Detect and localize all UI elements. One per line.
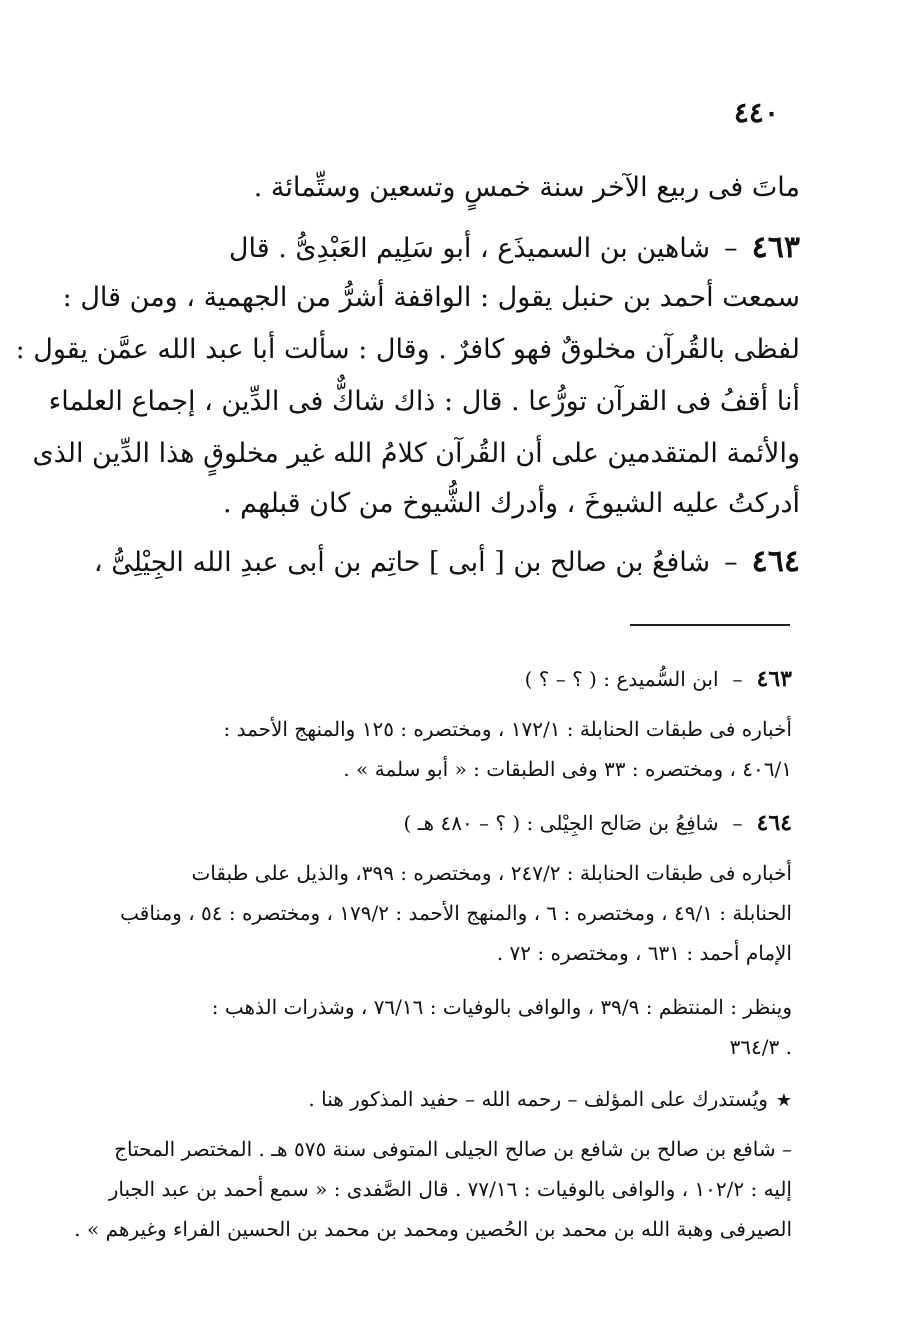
footnote-464-title: شافِعُ بن صَالح الجِيْلى : ( ؟ – ٤٨٠ هـ ) — [403, 811, 719, 835]
footnote-464-number: ٤٦٤ — [756, 810, 792, 836]
footnote-464-see-line: وينظر : المنتظم : ٣٩/٩ ، والوافى بالوفيات : ٧٦/١٦ ، وشذرات الذهب : — [211, 995, 792, 1019]
entry-463-line: أنا أقفُ فى القرآن تورُّعا . قال : ذاك شاكٌّ فى الدِّين ، إجماع العلماء — [48, 386, 800, 417]
entry-463-heading: شاهين بن السميذَع ، أبو سَلِيم العَبْدِىُّ . قال — [228, 233, 711, 264]
entry-463-line: والأئمة المتقدمين على أن القُرآن كلامُ الله غير مخلوقٍ هذا الدِّين الذى — [32, 438, 800, 469]
addendum-note: ويُستدرك على المؤلف – رحمه الله – حفيد المذكور هنا . — [308, 1087, 768, 1111]
entry-463-heading-line — [229, 226, 800, 271]
footnote-463-line: ٤٠٦/١ ، ومختصره : ٣٣ وفى الطبقات : « أبو سلمة » . — [343, 757, 792, 781]
footnote-464-line: الحنابلة : ٤٩/١ ، ومختصره : ٦ ، والمنهج الأحمد : ١٧٩/٢ ، ومختصره : ٥٤ ، ومناقب — [120, 901, 792, 925]
main-line-1: ماتَ فى ربيع الآخر سنة خمسٍ وتسعين وستِّمائة . — [253, 172, 800, 203]
entry-463-line: سمعت أحمد بن حنبل يقول : الواقفة أشرُّ من الجهمية ، ومن قال : — [62, 282, 800, 313]
footnote-463-title-line — [525, 664, 792, 694]
addendum-line: – شافع بن صالح بن شافع بن صالح الجيلى المتوفى سنة ٥٧٥ هـ . المختصر المحتاج — [114, 1137, 792, 1161]
footnote-464-line: أخباره فى طبقات الحنابلة : ٢٤٧/٢ ، ومختصره : ٣٩٩، والذيل على طبقات — [191, 861, 792, 885]
entry-464-heading: شافعُ بن صالح بن [ أبى ] حاتِم بن أبى عبدِ الله الجِيْلِىُّ ، — [93, 547, 711, 578]
entry-463-line: أدركتُ عليه الشيوخَ ، وأدرك الشُّيوخ من كان قبلهم . — [222, 488, 800, 519]
entry-464-dash: – — [724, 547, 738, 578]
footnote-464-dash: – — [732, 811, 743, 835]
entry-464-number: ٤٦٤ — [751, 544, 800, 579]
footnote-463-dash: – — [732, 667, 743, 691]
footnote-464-see-line: ٣٦٤/٣ . — [729, 1035, 792, 1059]
page-number: ٤٤٠ — [733, 96, 779, 129]
footnote-464-title-line — [404, 808, 792, 838]
addendum-line: إليه : ١٠٢/٢ ، والوافى بالوفيات : ٧٧/١٦ . قال الصَّفدى : « سمع أحمد بن عبد الجبار — [108, 1177, 792, 1201]
footnote-464-line: الإمام أحمد : ٦٣١ ، ومختصره : ٧٢ . — [496, 941, 792, 965]
footnote-463-title: ابن السُّميدع : ( ؟ – ؟ ) — [524, 667, 719, 691]
addendum-line: الصيرفى وهبة الله بن محمد بن الحُصين ومحمد بن محمد بن الحسين الفراء وغيرهم » . — [74, 1217, 792, 1241]
entry-464-heading-line — [94, 540, 800, 585]
entry-463-line: لفظى بالقُرآن مخلوقٌ فهو كافرٌ . وقال : سألت أبا عبد الله عمَّن يقول : — [15, 334, 800, 365]
entry-463-dash: – — [724, 233, 738, 264]
entry-463-number: ٤٦٣ — [751, 230, 800, 265]
footnote-separator — [630, 624, 790, 626]
footnote-463-line: أخباره فى طبقات الحنابلة : ١٧٢/١ ، ومختصره : ١٢٥ والمنهج الأحمد : — [223, 717, 792, 741]
star-icon: ★ — [775, 1090, 792, 1111]
addendum-note-line — [308, 1084, 792, 1116]
footnote-463-number: ٤٦٣ — [756, 666, 792, 692]
